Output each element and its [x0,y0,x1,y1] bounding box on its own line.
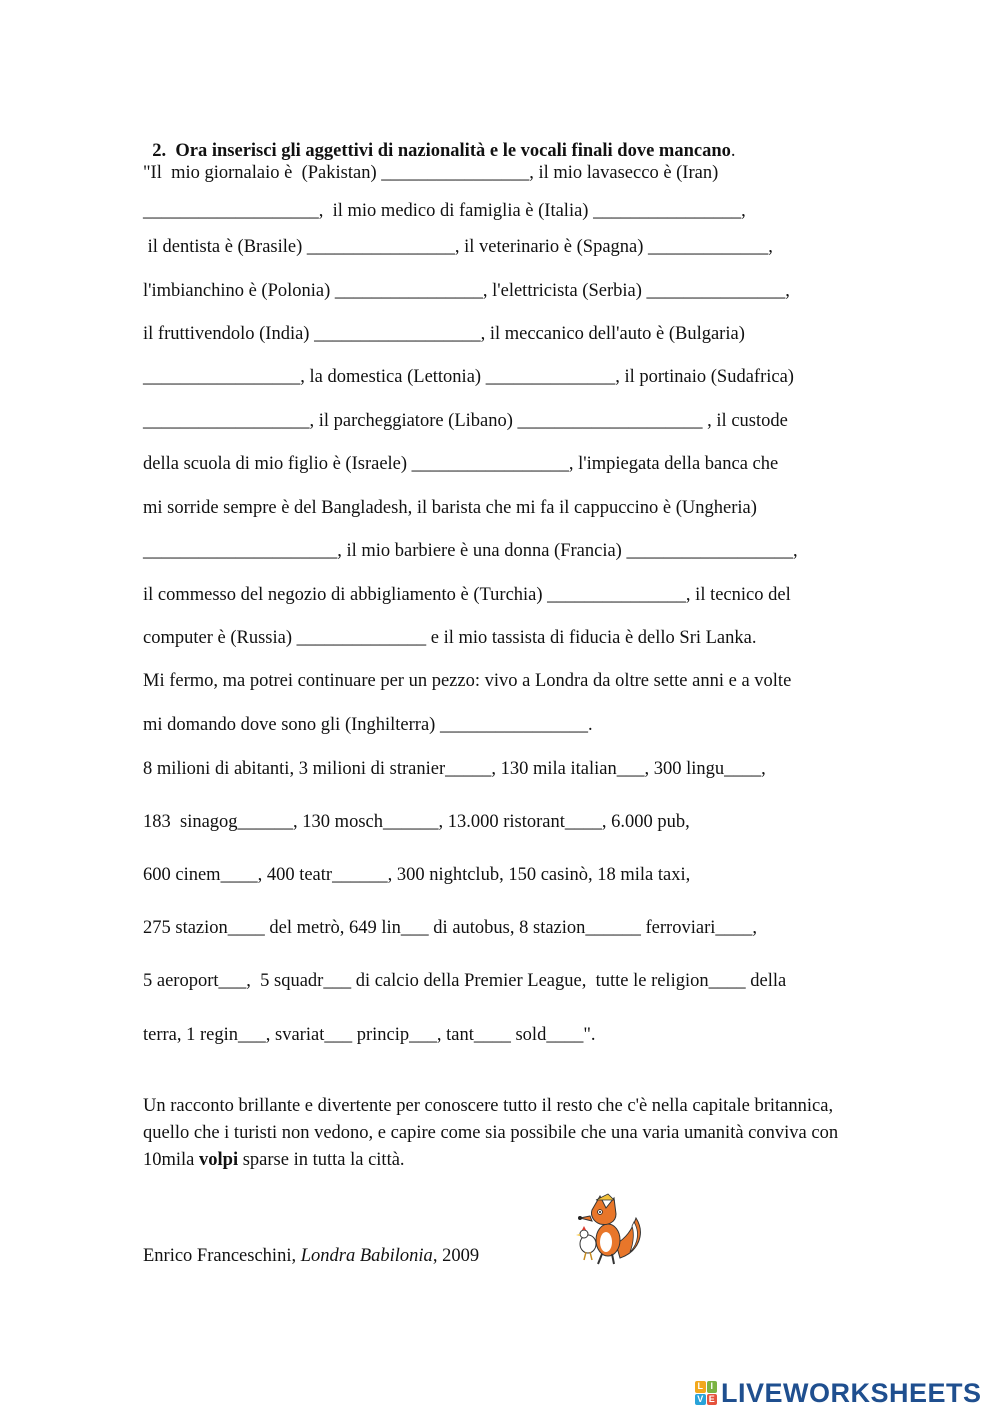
text-line-17[interactable]: 600 cinem____, 400 teatr______, 300 nightclub, 150 casinò, 18 mila taxi, [143,865,691,885]
text-line-9: mi sorride sempre è del Bangladesh, il barista che mi fa il cappuccino è (Ungheria) [143,498,757,518]
text-line-20[interactable]: terra, 1 regin___, svariat___ princip___, tant____ sold____". [143,1025,596,1045]
text-line-1[interactable]: "Il mio giornalaio è (Pakistan) ________________, il mio lavasecco è (Iran) [143,163,719,183]
book-title: Londra Babilonia [300,1246,433,1266]
text-line-19[interactable]: 5 aeroport___, 5 squadr___ di calcio della Premier League, tutte le religion____ della [143,971,787,991]
text-line-13: Mi fermo, ma potrei continuare per un pezzo: vivo a Londra da oltre sette anni e a volte [143,671,792,691]
summary-bold-word: volpi [199,1150,239,1170]
text-line-15[interactable]: 8 milioni di abitanti, 3 milioni di stranier_____, 130 mila italian___, 300 lingu____, [143,759,766,779]
text-line-5[interactable]: il fruttivendolo (India) __________________, il meccanico dell'auto è (Bulgaria) [143,324,745,344]
text-line-4[interactable]: l'imbianchino è (Polonia) ________________, l'elettricista (Serbia) _______________, [143,281,790,301]
citation: Enrico Franceschini, Londra Babilonia, 2009 [143,1246,480,1266]
liveworksheets-logo[interactable] [695,1378,982,1408]
text-line-11[interactable]: il commesso del negozio di abbigliamento è (Turchia) _______________, il tecnico del [143,585,791,605]
exercise-title: 2. Ora inserisci gli aggettivi di nazionalità e le vocali finali dove mancano. [152,141,736,161]
text-line-12[interactable]: computer è (Russia) ______________ e il mio tassista di fiducia è dello Sri Lanka. [143,628,757,648]
text-line-10[interactable]: _____________________, il mio barbiere è una donna (Francia) __________________, [143,541,798,561]
text-line-8[interactable]: della scuola di mio figlio è (Israele) _________________, l'impiegata della banca che [143,454,779,474]
text-line-18[interactable]: 275 stazion____ del metrò, 649 lin___ di autobus, 8 stazion______ ferroviari____, [143,918,757,938]
summary-paragraph: Un racconto brillante e divertente per conoscere tutto il resto che c'è nella capitale britannica, quello che i turisti non vedono, e capire come sia possibile che una varia umanità conviva con 10mila volpi sparse in tutta la città. [143,1096,839,1170]
text-line-16[interactable]: 183 sinagog______, 130 mosch______, 13.000 ristorant____, 6.000 pub, [143,812,690,832]
text-line-14[interactable]: mi domando dove sono gli (Inghilterra) ________________. [143,715,593,735]
text-line-6[interactable]: _________________, la domestica (Lettonia) ______________, il portinaio (Sudafrica) [143,367,794,387]
fox-icon [570,1188,650,1268]
logo-text: LIVEWORKSHEETS [721,1377,982,1408]
text-line-2[interactable]: ___________________, il mio medico di famiglia è (Italia) ________________, [143,201,746,221]
exercise-instruction: Ora inserisci gli aggettivi di nazionalità e le vocali finali dove mancano [175,141,731,161]
logo-mark-icon: L I V E [695,1381,717,1405]
exercise-number: 2. [152,141,167,161]
text-line-3[interactable]: il dentista è (Brasile) ________________, il veterinario è (Spagna) _____________, [143,237,773,257]
text-line-7[interactable]: __________________, il parcheggiatore (Libano) ____________________ , il custode [143,411,788,431]
